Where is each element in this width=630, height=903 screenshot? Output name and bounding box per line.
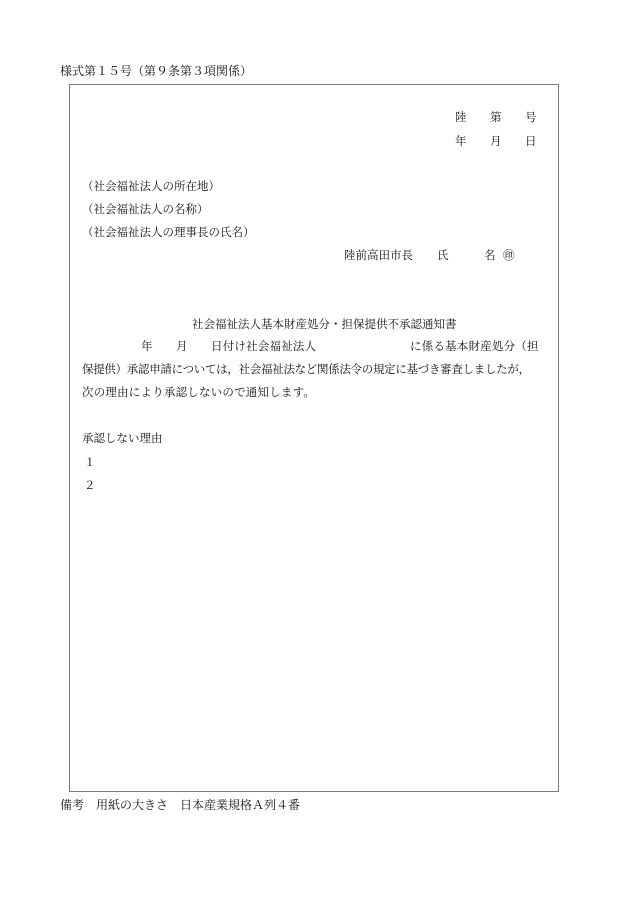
footer-note: 備考 用紙の大きさ 日本産業規格Ａ列４番 (60, 798, 301, 812)
doc-number-mid: 第 (490, 110, 502, 124)
issuer-title: 陸前高田市長 (344, 248, 413, 262)
document-title: 社会福祉法人基本財産処分・担保提供不承認通知書 (192, 317, 457, 331)
doc-number-prefix: 陸 (455, 110, 467, 124)
issuer-name-mei: 名 (484, 248, 496, 262)
body-dated-corporation: 日付け社会福祉法人 (211, 339, 317, 353)
body-month: 月 (176, 339, 188, 353)
doc-number-suffix: 号 (525, 110, 537, 124)
date-month: 月 (490, 134, 502, 148)
body-line1-rest: に係る基本財産処分（担 (410, 339, 539, 353)
date-year: 年 (455, 134, 467, 148)
body-line2: 保提供）承認申請については，社会福祉法など関係法令の規定に基づき審査しましたが， (82, 362, 530, 376)
reason-item-1: １ (84, 455, 96, 469)
body-year: 年 (141, 339, 153, 353)
addressee-location: （社会福祉法人の所在地） (82, 179, 220, 193)
issuer-name-shi: 氏 (437, 248, 449, 262)
reason-item-2: ２ (84, 478, 96, 492)
addressee-representative: （社会福祉法人の理事長の氏名） (82, 225, 255, 239)
reasons-heading: 承認しない理由 (82, 431, 163, 445)
addressee-name: （社会福祉法人の名称） (82, 202, 209, 216)
seal-mark: ㊞ (503, 248, 515, 262)
date-day: 日 (525, 134, 537, 148)
form-number: 様式第１５号（第９条第３項関係） (60, 64, 253, 78)
body-line3: 次の理由により承認しないので通知します。 (82, 385, 316, 399)
